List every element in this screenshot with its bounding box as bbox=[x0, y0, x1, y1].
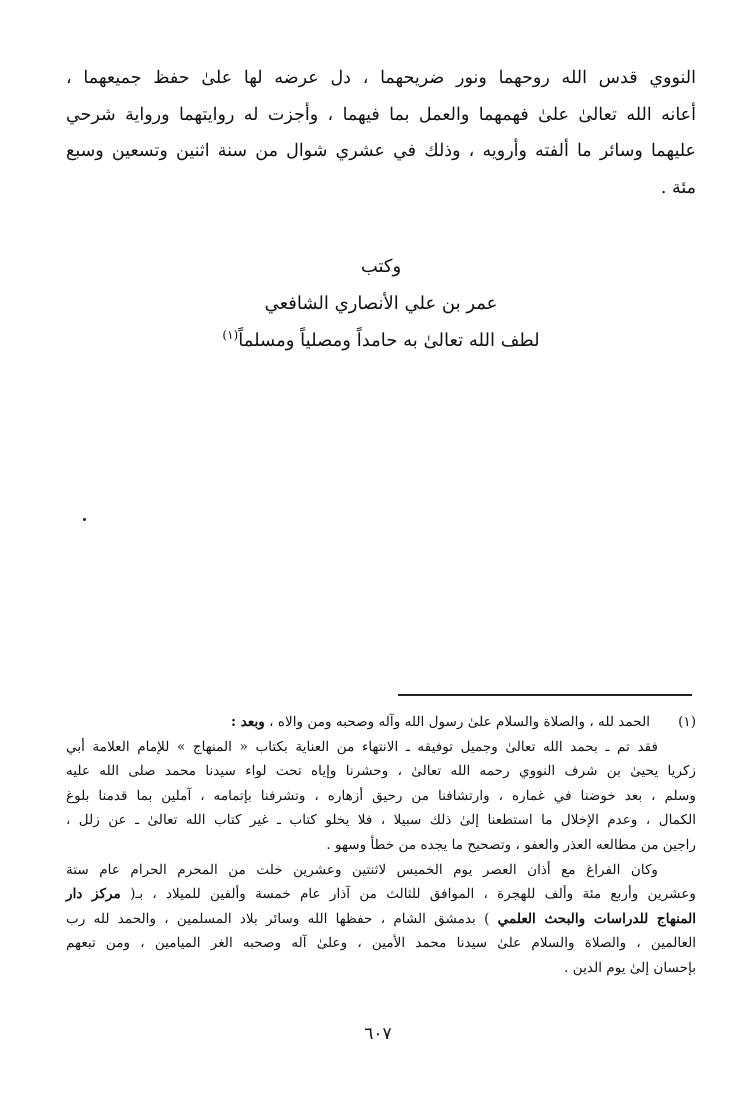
footnote-line bbox=[66, 710, 650, 735]
footnote-separator bbox=[398, 694, 692, 696]
main-text-line: مئة . bbox=[660, 177, 696, 198]
footnote-body bbox=[66, 710, 696, 981]
footnote-bold: المنهاج للدراسات والبحث العلمي bbox=[497, 910, 696, 927]
footnote-line: وكان الفراغ مع أذان العصر يوم الخميس لاثنتين وعشرين خلت من المحرم الحرام عام ستة bbox=[66, 861, 658, 878]
footnote-opening: الحمد لله ، والصلاة والسلام علىٰ رسول الله وآله وصحبه ومن والاه ، bbox=[269, 714, 650, 730]
footnote-reference[interactable]: (١) bbox=[222, 328, 239, 342]
footnote-line: وسلم ، بعد خوضنا في غماره ، وارتشافنا من رحيق أزهاره ، وتشرفنا بإتمامه ، آملين بما قدمنا بلوغ bbox=[66, 787, 696, 804]
footnote-line: بإحسان إلىٰ يوم الدين . bbox=[564, 959, 696, 976]
page-number: ٦٠٧ bbox=[364, 1024, 392, 1044]
signature-author: عمر بن علي الأنصاري الشافعي bbox=[264, 293, 498, 314]
main-text-line: النووي قدس الله روحهما ونور ضريحهما ، دل عرضه لها علىٰ حفظ جميعهما ، bbox=[66, 68, 696, 88]
footnote-line: الكمال ، وعدم الإخلال ما استطعنا إلىٰ ذلك سبيلا ، فلا يخلو كتاب ـ غير كتاب الله تعالىٰ ـ عن زلل ، bbox=[66, 812, 696, 829]
footnote-text: وعشرين وأربع مئة وألف للهجرة ، الموافق للثالث من آذار عام خمسة وألفين للميلاد ، بـ( bbox=[130, 886, 696, 903]
main-text-line: أعانه الله تعالىٰ علىٰ فهمهما والعمل بما فيهما ، وأجزت له روايتهما ورواية شرحي bbox=[66, 104, 696, 125]
signature-closing bbox=[66, 322, 696, 359]
stray-mark bbox=[83, 518, 86, 521]
footnote-number: (١) bbox=[678, 714, 696, 730]
footnote-text: ) بدمشق الشام ، حفظها الله وسائر بلاد المسلمين ، والحمد لله رب bbox=[66, 910, 490, 927]
footnote-line bbox=[66, 907, 696, 932]
footnote-bold: مركز دار bbox=[66, 886, 121, 903]
signature-wrote: وكتب bbox=[360, 256, 402, 277]
main-text bbox=[66, 60, 696, 206]
footnote-line: فقد تم ـ بحمد الله تعالىٰ وجميل توفيقه ـ الانتهاء من العناية بكتاب « المنهاج » للإمام العلامة أبي bbox=[66, 738, 658, 755]
signature-closing-text: لطف الله تعالىٰ به حامداً ومصلياً ومسلماً bbox=[238, 330, 540, 351]
footnote-line: زكريا يحيىٰ بن شرف النووي رحمه الله تعالىٰ ، وحشرنا وإياه تحت لواء سيدنا محمد صلى الله عليه bbox=[66, 763, 696, 780]
footnote-opening-bold: وبعد : bbox=[231, 714, 265, 730]
footnote bbox=[66, 710, 696, 981]
signature-block bbox=[66, 248, 696, 359]
footnote-line: العالمين ، والصلاة والسلام علىٰ سيدنا محمد الأمين ، وعلىٰ آله وصحبه الغر الميامين ، ومن تبعهم bbox=[66, 935, 696, 952]
footnote-line bbox=[66, 882, 696, 907]
main-text-line: عليهما وسائر ما ألفته وأرويه ، وذلك في عشري شوال من سنة اثنين وتسعين وسبع bbox=[66, 141, 696, 161]
footnote-line: راجين من مطالعه العذر والعفو ، وتصحيح ما يجده من خطأ وسهو . bbox=[326, 836, 696, 853]
